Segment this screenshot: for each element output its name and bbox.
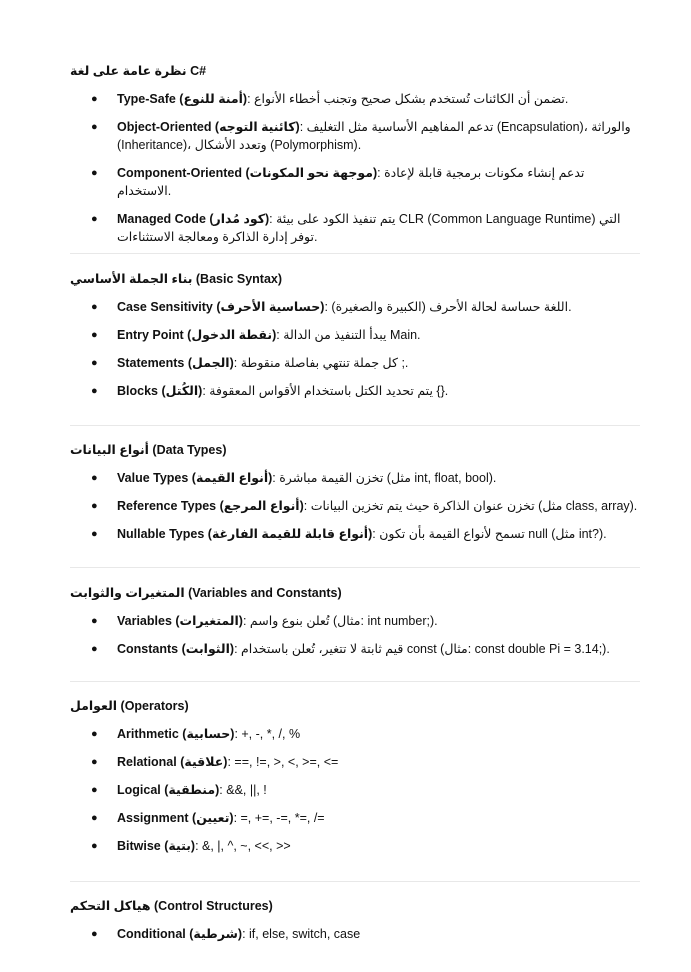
bullet-icon: ● [91, 812, 98, 824]
bullet-icon: ● [91, 472, 98, 484]
item-term: Conditional (شرطية) [117, 927, 243, 941]
list-item [70, 497, 640, 515]
list-item [70, 90, 640, 108]
item-text: : تدعم المفاهيم الأساسية مثل التغليف (Encapsulation)، والوراثة (Inheritance)، وتعدد الأشكال (Polymorphism). [117, 120, 631, 152]
bullet-icon: ● [91, 528, 98, 540]
item-term: Logical (منطقية) [117, 783, 220, 797]
bullet-list [70, 612, 640, 658]
list-item [70, 326, 640, 344]
section-heading: العوامل (Operators) [70, 699, 189, 713]
section-divider [70, 567, 640, 568]
item-term: Component-Oriented (موجهة نحو المكونات) [117, 166, 378, 180]
item-term: Bitwise (بتية) [117, 839, 196, 853]
section-heading: بناء الجملة الأساسي (Basic Syntax) [70, 272, 283, 286]
item-text: : اللغة حساسة لحالة الأحرف (الكبيرة والصغيرة). [324, 300, 572, 314]
bullet-icon: ● [91, 500, 98, 512]
section-control-structures [70, 896, 640, 943]
section-csharp-overview [70, 61, 640, 246]
item-text: : تخزن عنوان الذاكرة حيث يتم تخزين البيانات (مثل class, array). [303, 499, 638, 513]
item-text: : تضمن أن الكائنات تُستخدم بشكل صحيح وتجنب أخطاء الأنواع. [247, 92, 569, 106]
section-divider [70, 681, 640, 682]
bullet-icon: ● [91, 301, 98, 313]
item-term: Blocks (الكُتل) [117, 384, 203, 398]
bullet-list [70, 469, 640, 543]
item-text: : ==, !=, >, <, >=, <= [227, 755, 339, 769]
list-item [70, 725, 640, 743]
item-term: Managed Code (كود مُدار) [117, 212, 270, 226]
bullet-icon: ● [91, 121, 98, 133]
bullet-icon: ● [91, 93, 98, 105]
section-data-types [70, 440, 640, 543]
item-text: : كل جملة تنتهي بفاصلة منقوطة ;. [233, 356, 409, 370]
list-item [70, 525, 640, 543]
item-text: : تسمح لأنواع القيمة بأن تكون null (مثل int?). [372, 527, 607, 541]
item-text: : يبدأ التنفيذ من الدالة Main. [276, 328, 421, 342]
list-item [70, 781, 640, 799]
item-text: : تخزن القيمة مباشرة (مثل int, float, bool). [272, 471, 497, 485]
bullet-icon: ● [91, 643, 98, 655]
item-text: : &&, ||, ! [219, 783, 267, 797]
item-term: Reference Types (أنواع المرجع) [117, 499, 304, 513]
list-item [70, 118, 640, 154]
section-variables-constants [70, 583, 640, 658]
section-heading: أنواع البيانات (Data Types) [70, 443, 227, 457]
section-divider [70, 253, 640, 254]
bullet-icon: ● [91, 213, 98, 225]
list-item [70, 298, 640, 316]
item-term: Type-Safe (أمنة للنوع) [117, 92, 248, 106]
item-term: Statements (الجمل) [117, 356, 234, 370]
bullet-icon: ● [91, 167, 98, 179]
list-item [70, 837, 640, 855]
bullet-list [70, 725, 640, 855]
section-operators [70, 696, 640, 855]
item-term: Value Types (أنواع القيمة) [117, 471, 273, 485]
bullet-icon: ● [91, 357, 98, 369]
list-item [70, 753, 640, 771]
list-item [70, 210, 640, 246]
item-text: : &, |, ^, ~, <<, >> [195, 839, 291, 853]
list-item [70, 469, 640, 487]
list-item [70, 640, 640, 658]
item-term: Variables (المتغيرات) [117, 614, 243, 628]
item-text: : قيم ثابتة لا تتغير، تُعلن باستخدام const (مثال: const double Pi = 3.14;). [234, 642, 610, 656]
list-item [70, 925, 640, 943]
list-item [70, 382, 640, 400]
section-divider [70, 881, 640, 882]
item-term: Case Sensitivity (حساسية الأحرف) [117, 300, 325, 314]
section-heading: المتغيرات والثوابت (Variables and Constants) [70, 586, 342, 600]
bullet-icon: ● [91, 756, 98, 768]
item-term: Constants (الثوابت) [117, 642, 235, 656]
item-term: Assignment (تعيين) [117, 811, 234, 825]
list-item [70, 809, 640, 827]
bullet-icon: ● [91, 728, 98, 740]
item-term: Object-Oriented (كائنية التوجه) [117, 120, 300, 134]
item-term: Nullable Types (أنواع قابلة للقيمة الفارغة) [117, 527, 373, 541]
list-item [70, 612, 640, 630]
item-text: : يتم تحديد الكتل باستخدام الأقواس المعقوفة {}. [202, 384, 449, 398]
section-heading: نظرة عامة على لغة C# [70, 64, 207, 78]
item-term: Relational (علاقية) [117, 755, 228, 769]
bullet-list [70, 298, 640, 400]
bullet-list [70, 925, 640, 943]
list-item [70, 164, 640, 200]
section-basic-syntax [70, 269, 640, 400]
bullet-icon: ● [91, 385, 98, 397]
item-text: : يتم تنفيذ الكود على بيئة CLR (Common Language Runtime) التي توفر إدارة الذاكرة ومعالجة الاستثناءات. [117, 212, 621, 244]
section-heading: هياكل التحكم (Control Structures) [70, 899, 273, 913]
bullet-icon: ● [91, 784, 98, 796]
bullet-icon: ● [91, 928, 98, 940]
item-term: Entry Point (نقطة الدخول) [117, 328, 277, 342]
item-text: : تدعم إنشاء مكونات برمجية قابلة لإعادة الاستخدام. [117, 166, 585, 198]
item-text: : if, else, switch, case [242, 927, 361, 941]
bullet-icon: ● [91, 329, 98, 341]
item-text: : +, -, *, /, % [234, 727, 301, 741]
list-item [70, 354, 640, 372]
bullet-icon: ● [91, 615, 98, 627]
item-term: Arithmetic (حسابية) [117, 727, 235, 741]
item-text: : =, +=, -=, *=, /= [233, 811, 325, 825]
bullet-list [70, 90, 640, 246]
section-divider [70, 425, 640, 426]
item-text: : تُعلن بنوع واسم (مثال: int number;). [242, 614, 438, 628]
bullet-icon: ● [91, 840, 98, 852]
